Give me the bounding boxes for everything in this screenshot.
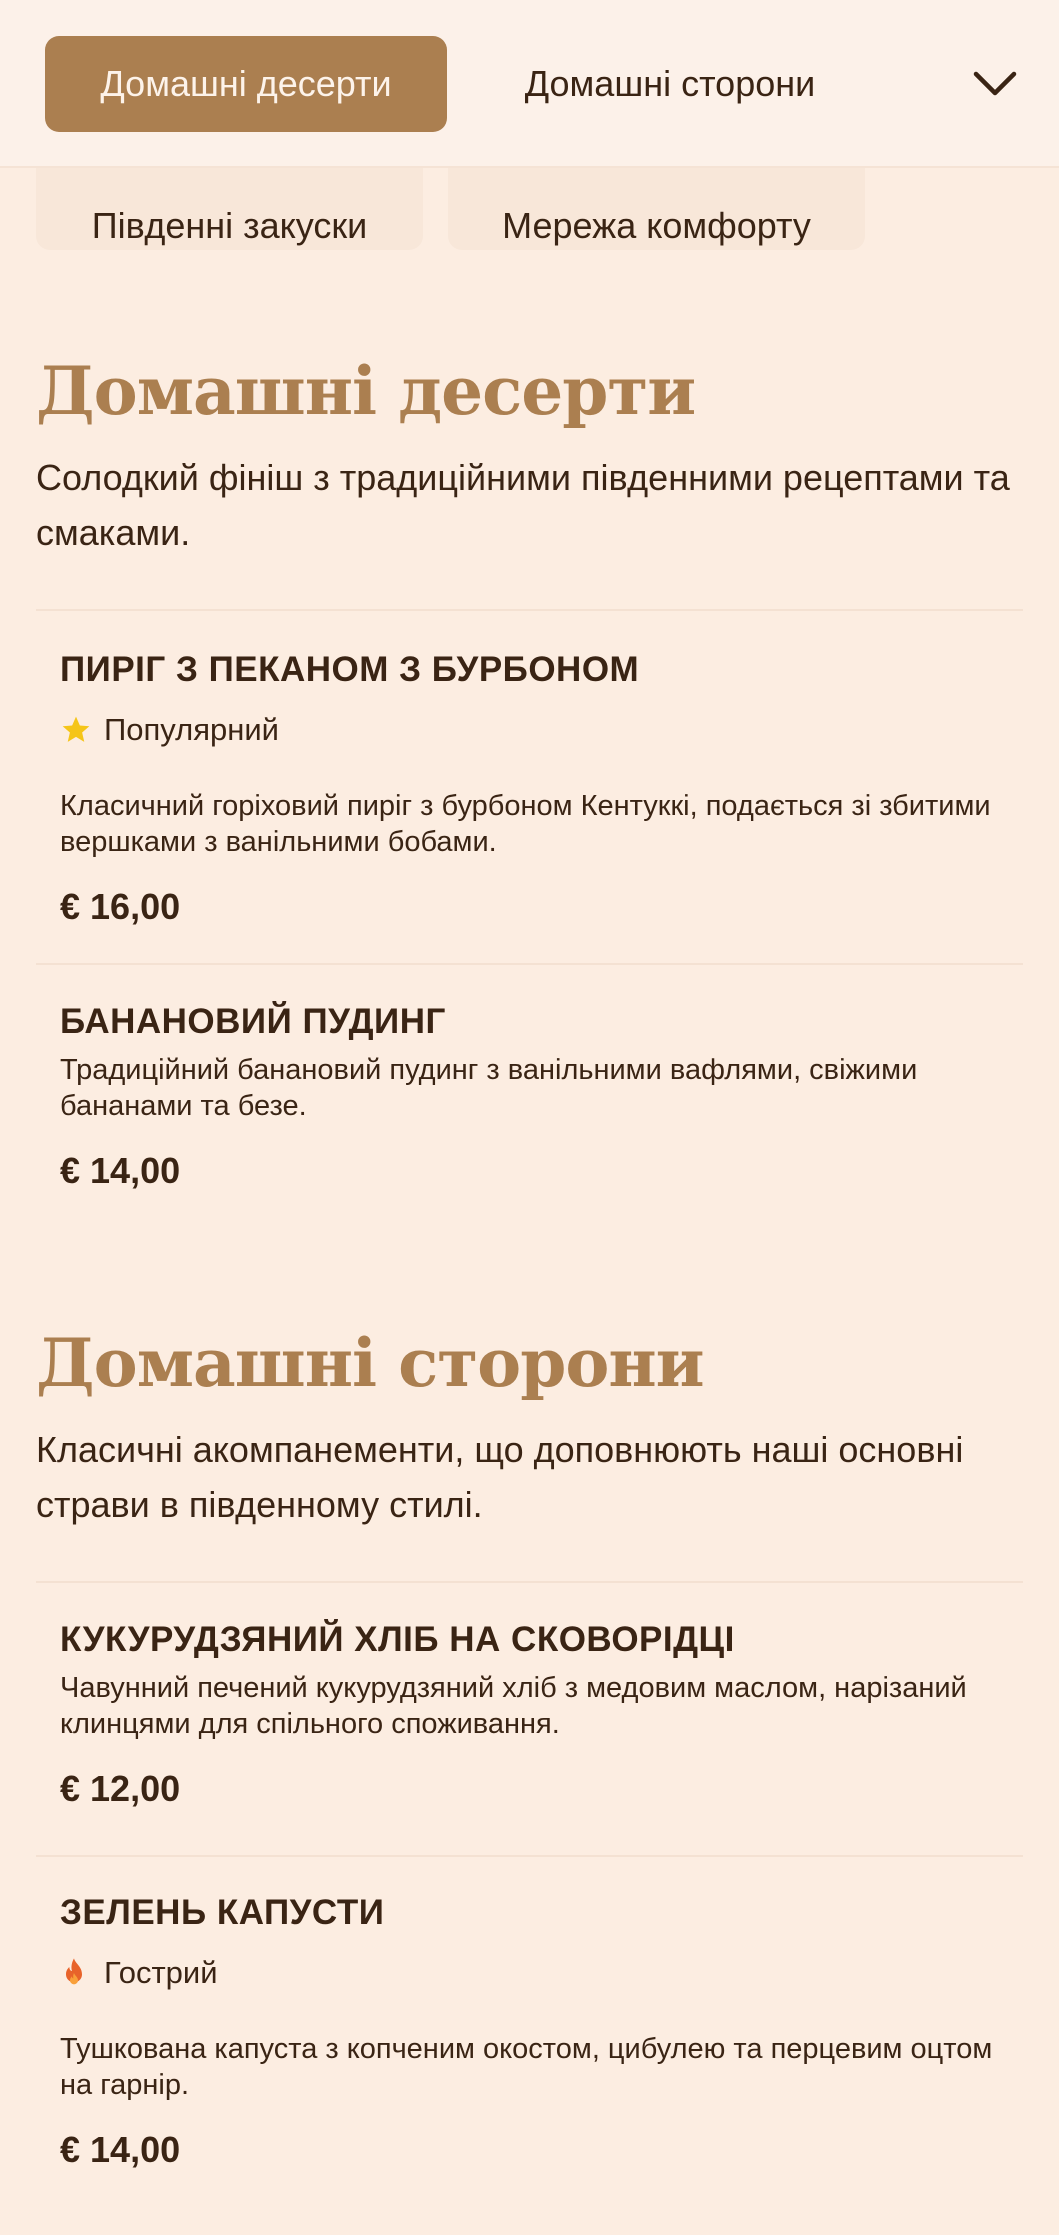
badge-label: Популярний: [104, 712, 279, 747]
section-title: Домашні сторони: [36, 1324, 704, 1402]
item-name: ЗЕЛЕНЬ КАПУСТИ: [60, 1893, 385, 1932]
chevron-down-icon[interactable]: [969, 58, 1021, 110]
menu-item[interactable]: [60, 1620, 1020, 1810]
popular-badge: [60, 712, 1020, 748]
item-description: Традиційний банановий пудинг з ванільними вафлями, свіжими бананами та безе.: [60, 1054, 918, 1122]
menu-item[interactable]: [60, 650, 1020, 928]
item-price: € 16,00: [60, 886, 181, 927]
badge-label: Гострий: [104, 1955, 218, 1990]
chip-label: Південні закуски: [91, 205, 368, 246]
menu-section-desserts: [36, 352, 1023, 560]
divider: [36, 963, 1023, 965]
menu-item[interactable]: [60, 1002, 1020, 1192]
flame-icon: [60, 1957, 92, 1989]
item-description: Класичний горіховий пиріг з бурбоном Кентуккі, подається зі збитими вершками з ванільними бобами.: [60, 790, 991, 858]
chip-label: Мережа комфорту: [502, 205, 811, 246]
tab-label: Домашні сторони: [524, 63, 816, 104]
tab-label: Домашні десерти: [100, 63, 392, 104]
item-price: € 12,00: [60, 1768, 181, 1809]
category-tab-home-desserts[interactable]: [45, 36, 447, 132]
divider: [36, 1855, 1023, 1857]
item-name: БАНАНОВИЙ ПУДИНГ: [60, 1002, 446, 1041]
item-description: Чавунний печений кукурудзяний хліб з медовим маслом, нарізаний клинцями для спільного споживання.: [60, 1672, 967, 1740]
menu-item[interactable]: [60, 1893, 1020, 2171]
divider: [36, 609, 1023, 611]
item-name: КУКУРУДЗЯНИЙ ХЛІБ НА СКОВОРІДЦІ: [60, 1620, 735, 1659]
star-icon: [60, 714, 92, 746]
category-nav: [0, 0, 1059, 168]
spicy-badge: [60, 1955, 1020, 1991]
category-tab-home-sides[interactable]: [480, 36, 860, 132]
section-description: Класичні акомпанементи, що доповнюють наші основні страви в південному стилі.: [36, 1429, 964, 1525]
item-description: Тушкована капуста з копченим окостом, цибулею та перцевим оцтом на гарнір.: [60, 2033, 993, 2101]
section-description: Солодкий фініш з традиційними південними рецептами та смаками.: [36, 457, 1010, 553]
item-name: ПИРІГ З ПЕКАНОМ З БУРБОНОМ: [60, 650, 640, 689]
item-price: € 14,00: [60, 1150, 181, 1191]
item-price: € 14,00: [60, 2129, 181, 2170]
section-title: Домашні десерти: [36, 352, 696, 430]
menu-section-sides: [36, 1324, 1023, 1532]
divider: [36, 1581, 1023, 1583]
